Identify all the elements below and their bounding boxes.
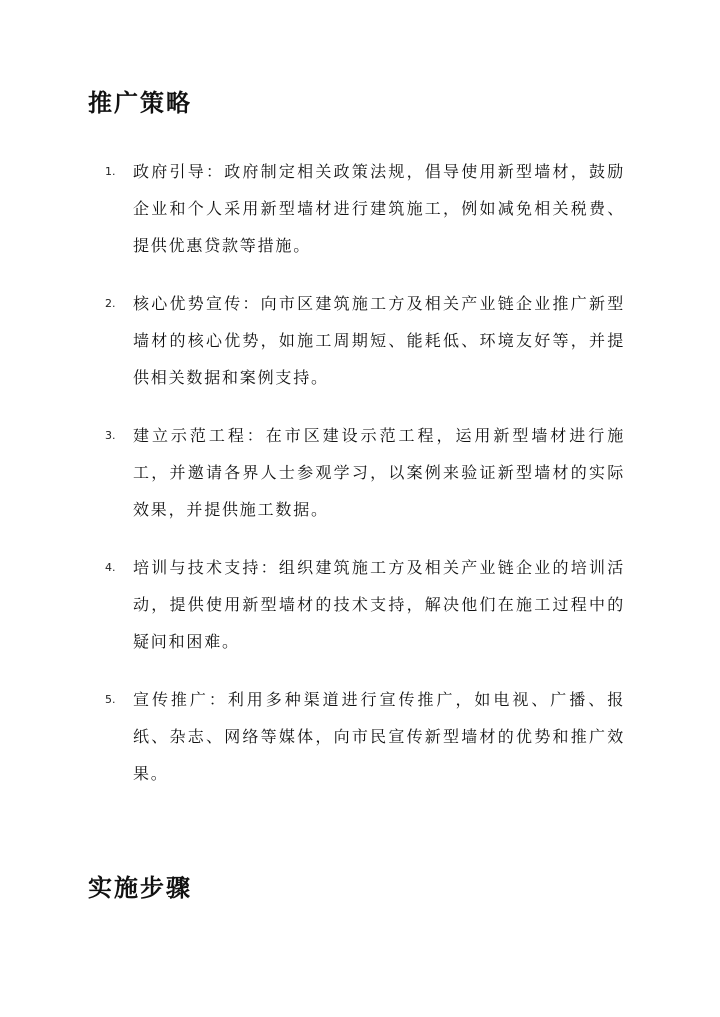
section-heading-implementation-steps: 实施步骤 bbox=[88, 874, 192, 902]
list-item bbox=[105, 549, 625, 660]
list-item-text: 政府引导：政府制定相关政策法规，倡导使用新型墙材，鼓励企业和个人采用新型墙材进行建筑施工，例如减免相关税费、提供优惠贷款等措施。 bbox=[133, 162, 625, 255]
list-item bbox=[105, 417, 625, 528]
list-item-text: 核心优势宣传：向市区建筑施工方及相关产业链企业推广新型墙材的核心优势，如施工周期短、能耗低、环境友好等，并提供相关数据和案例支持。 bbox=[133, 294, 625, 387]
list-item-number: 1. bbox=[105, 165, 116, 178]
list-item bbox=[105, 681, 625, 792]
list-item-number: 3. bbox=[105, 429, 116, 442]
promotion-strategy-list bbox=[105, 153, 625, 792]
list-item-text: 培训与技术支持：组织建筑施工方及相关产业链企业的培训活动，提供使用新型墙材的技术支持，解决他们在施工过程中的疑问和困难。 bbox=[133, 558, 625, 651]
list-item-text: 宣传推广：利用多种渠道进行宣传推广，如电视、广播、报纸、杂志、网络等媒体，向市民宣传新型墙材的优势和推广效果。 bbox=[133, 690, 625, 783]
list-item bbox=[105, 153, 625, 264]
list-item-number: 2. bbox=[105, 297, 116, 310]
list-item-text: 建立示范工程：在市区建设示范工程，运用新型墙材进行施工，并邀请各界人士参观学习，以案例来验证新型墙材的实际效果，并提供施工数据。 bbox=[133, 426, 625, 519]
list-item-number: 4. bbox=[105, 561, 116, 574]
list-item-number: 5. bbox=[105, 693, 116, 706]
list-item bbox=[105, 285, 625, 396]
section-heading-promotion-strategy: 推广策略 bbox=[88, 89, 192, 117]
